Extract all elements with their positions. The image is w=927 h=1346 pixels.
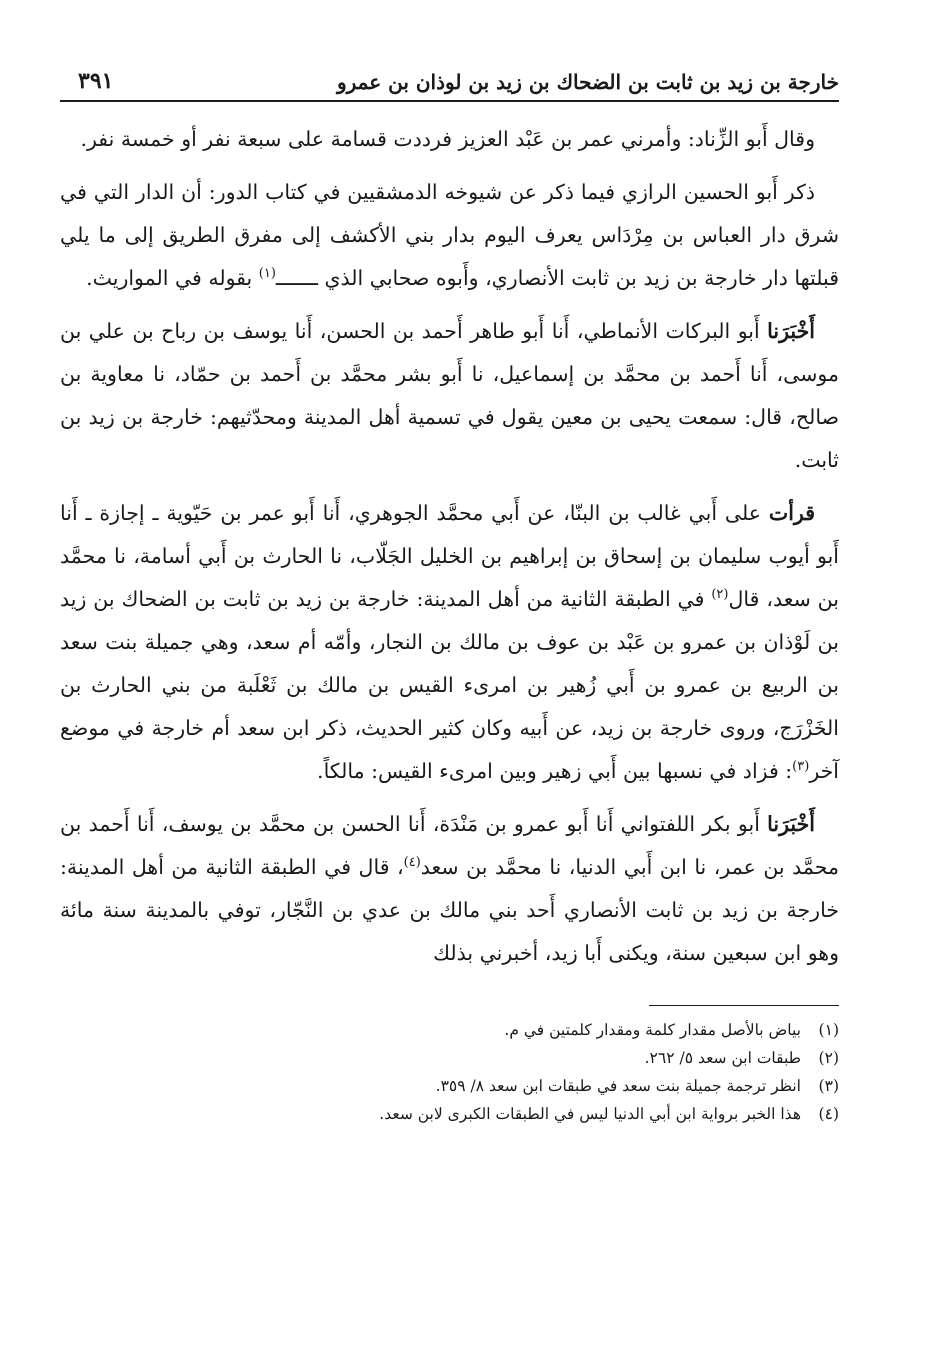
paragraph-text: أَبو البركات الأنماطي، أَنا أَبو طاهر أَحمد بن الحسن، أَنا يوسف بن رباح بن علي بن موسى، أَنا أَحمد بن محمَّد بن إسماعيل، نا أَبو بشر محمَّد بن أَحمد بن حمّاد، نا معاوية بن صالح، قال: سمعت يحيى بن معين يقول في تسمية أهل المدينة ومحدّثيهم: خارجة بن زيد بن ثابت. [60,319,839,472]
footnote-divider [649,1005,839,1006]
footnote [60,1016,839,1044]
footnote-text: طبقات ابن سعد ٥/ ٢٦٢. [644,1049,801,1067]
paragraph-text-continued: : فزاد في نسبها بين أَبي زهير وبين امرىء القيس: مالكاً. [317,759,793,783]
paragraph-text-continued: بقوله في المواريث. [86,266,259,290]
footnote-number: (٣) [818,1077,839,1095]
footnote-number: (٢) [818,1049,839,1067]
page-number: ٣٩١ [78,68,114,94]
footnote [60,1100,839,1128]
paragraph [60,492,839,793]
paragraph-text: ذكر أَبو الحسين الرازي فيما ذكر عن شيوخه الدمشقيين في كتاب الدور: أن الدار التي في شرق دار العباس بن مِرْدَاس يعرف اليوم بدار بني الأكشف إلى مفرق الطريق إلى ما يلي قبلتها دار خارجة بن زيد بن ثابت الأنصاري، وأَبوه صحابي الذي ـــــــ [60,180,839,290]
footnote [60,1044,839,1072]
footnote-reference[interactable]: (٣) [792,759,810,775]
footnote-text: انظر ترجمة جميلة بنت سعد في طبقات ابن سعد ٨/ ٣٥٩. [435,1077,801,1095]
footnote-number: (٤) [818,1105,839,1123]
book-page [60,60,839,1306]
footnote-reference[interactable]: (٤) [403,855,421,871]
running-title: خارجة بن زيد بن ثابت بن الضحاك بن زيد بن لوذان بن عمرو [336,70,839,94]
paragraph-text-continued: ، قال في الطبقة الثانية من أهل المدينة: خارجة بن زيد بن ثابت الأنصاري أَحد بني مالك بن عدي بن النَّجّار، توفي بالمدينة سنة مائة وهو ابن سبعين سنة، ويكنى أَبا زيد، أخبرني بذلك [60,855,839,965]
footnote [60,1072,839,1100]
main-text [60,118,839,975]
paragraph [60,310,839,482]
paragraph [60,171,839,300]
paragraph-text: أَبو بكر اللفتواني أَنا أَبو عمرو بن مَنْدَة، أَنا الحسن بن محمَّد بن يوسف، أَنا أَحمد بن محمَّد بن عمر، نا ابن أَبي الدنيا، نا محمَّد بن سعد [60,812,839,879]
paragraph-lead-word: أَخْبَرَنا [767,319,815,343]
footnote-text: هذا الخبر برواية ابن أبي الدنيا ليس في الطبقات الكبرى لابن سعد. [379,1105,801,1123]
paragraph-lead-word: أَخْبَرَنا [767,812,815,836]
footnote-text: بياض بالأصل مقدار كلمة ومقدار كلمتين في م. [504,1021,801,1039]
paragraph [60,118,839,161]
footnotes [60,1016,839,1128]
paragraph [60,803,839,975]
paragraph-text: وقال أَبو الزِّناد: وأمرني عمر بن عَبْد العزيز فرددت قسامة على سبعة نفر أو خمسة نفر. [80,127,815,151]
footnote-number: (١) [818,1021,839,1039]
paragraph-text-continued: في الطبقة الثانية من أهل المدينة: خارجة بن زيد بن ثابت بن الضحاك بن زيد بن لَوْذان بن عمرو بن عَبْد بن عوف بن مالك بن النجار، وأمّه أم سعد، وهي جميلة بنت سعد بن الربيع بن عمرو بن أَبي زُهير بن امرىء القيس بن مالك بن ثَعْلَبة من بني الحارث بن الخَزْرَج، وروى خارجة بن زيد، عن أَبيه وكان كثير الحديث، ذكر ابن سعد أم خارجة في موضع آخر [60,587,839,783]
paragraph-text: على أَبي غالب بن البنّا، عن أَبي محمَّد الجوهري، أَنا أَبو عمر بن حَيّوية ـ إجازة ـ أَنا أَبو أيوب سليمان بن إسحاق بن إبراهيم بن الخليل الجَلّاب، نا الحارث بن أَبي أسامة، نا محمَّد بن سعد، قال [60,501,839,611]
running-header [60,60,839,102]
paragraph-lead-word: قرأت [768,501,815,525]
footnote-reference[interactable]: (١) [258,266,276,282]
footnote-reference[interactable]: (٢) [711,587,729,603]
